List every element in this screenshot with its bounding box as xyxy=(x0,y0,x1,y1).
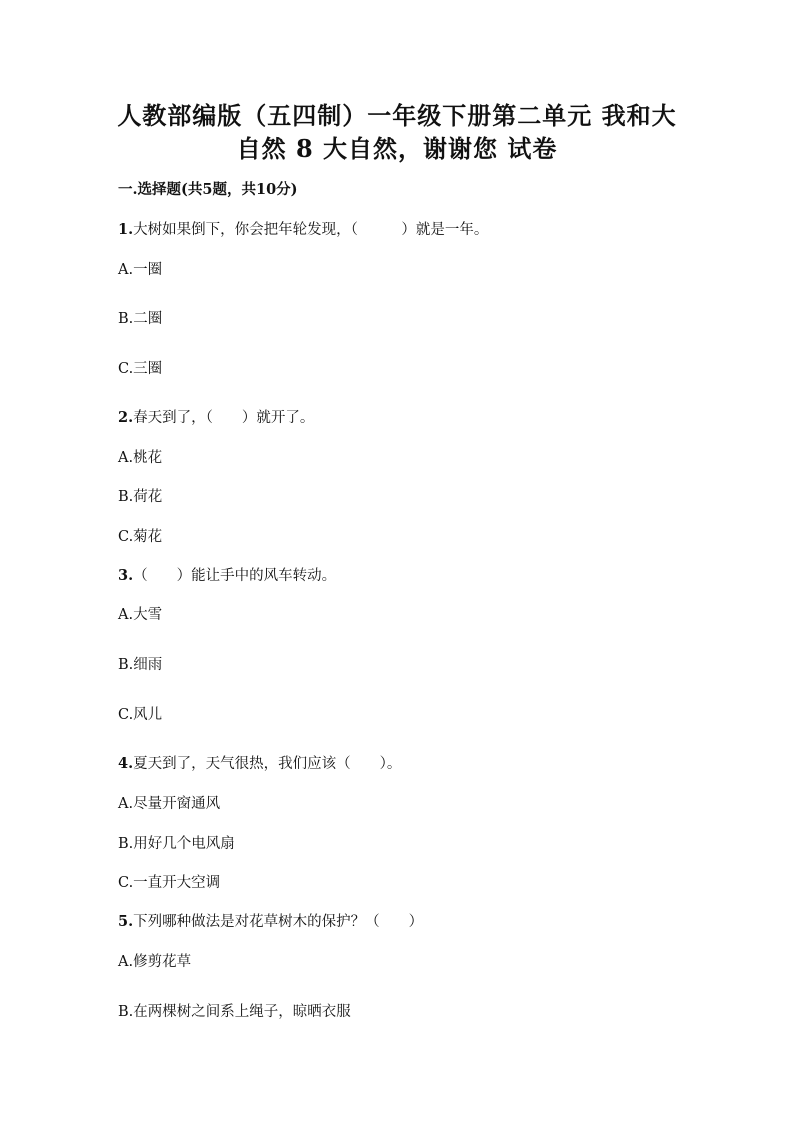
question-5 xyxy=(118,910,423,931)
question-text: 大树如果倒下，你会把年轮发现，（ ）就是一年。 xyxy=(133,222,489,238)
question-4 xyxy=(118,752,401,773)
question-text: （ ）能让手中的风车转动。 xyxy=(133,568,337,584)
q2-option-a: A.桃花 xyxy=(118,450,163,466)
q3-option-a: A.大雪 xyxy=(118,607,163,623)
question-number: 1. xyxy=(118,221,134,238)
q1-option-c: C.三圈 xyxy=(118,361,163,377)
question-2 xyxy=(118,406,314,427)
section-heading: 一.选择题(共5题，共10分) xyxy=(118,181,298,198)
q4-option-b: B.用好几个电风扇 xyxy=(118,836,235,852)
q5-option-b: B.在两棵树之间系上绳子，晾晒衣服 xyxy=(118,1004,351,1020)
document-title-line-2: 自然 8 大自然，谢谢您 试卷 xyxy=(236,134,558,163)
document-title-line-1: 人教部编版（五四制）一年级下册第二单元 我和大 xyxy=(117,101,677,130)
question-number: 3. xyxy=(118,567,134,584)
question-number: 4. xyxy=(118,755,134,772)
q2-option-c: C.菊花 xyxy=(118,529,163,545)
q4-option-a: A.尽量开窗通风 xyxy=(118,796,221,812)
q1-option-b: B.二圈 xyxy=(118,311,163,327)
q3-option-b: B.细雨 xyxy=(118,657,163,673)
question-1 xyxy=(118,218,488,239)
question-3 xyxy=(118,564,336,585)
question-text: 下列哪种做法是对花草树木的保护？（ ） xyxy=(133,914,424,930)
q5-option-a: A.修剪花草 xyxy=(118,954,192,970)
question-text: 夏天到了，天气很热，我们应该（ ）。 xyxy=(133,756,402,772)
q1-option-a: A.一圈 xyxy=(118,262,163,278)
question-number: 2. xyxy=(118,409,134,426)
q2-option-b: B.荷花 xyxy=(118,489,163,505)
question-number: 5. xyxy=(118,913,134,930)
question-text: 春天到了，（ ）就开了。 xyxy=(133,410,315,426)
q4-option-c: C.一直开大空调 xyxy=(118,875,221,891)
q3-option-c: C.风儿 xyxy=(118,707,163,723)
